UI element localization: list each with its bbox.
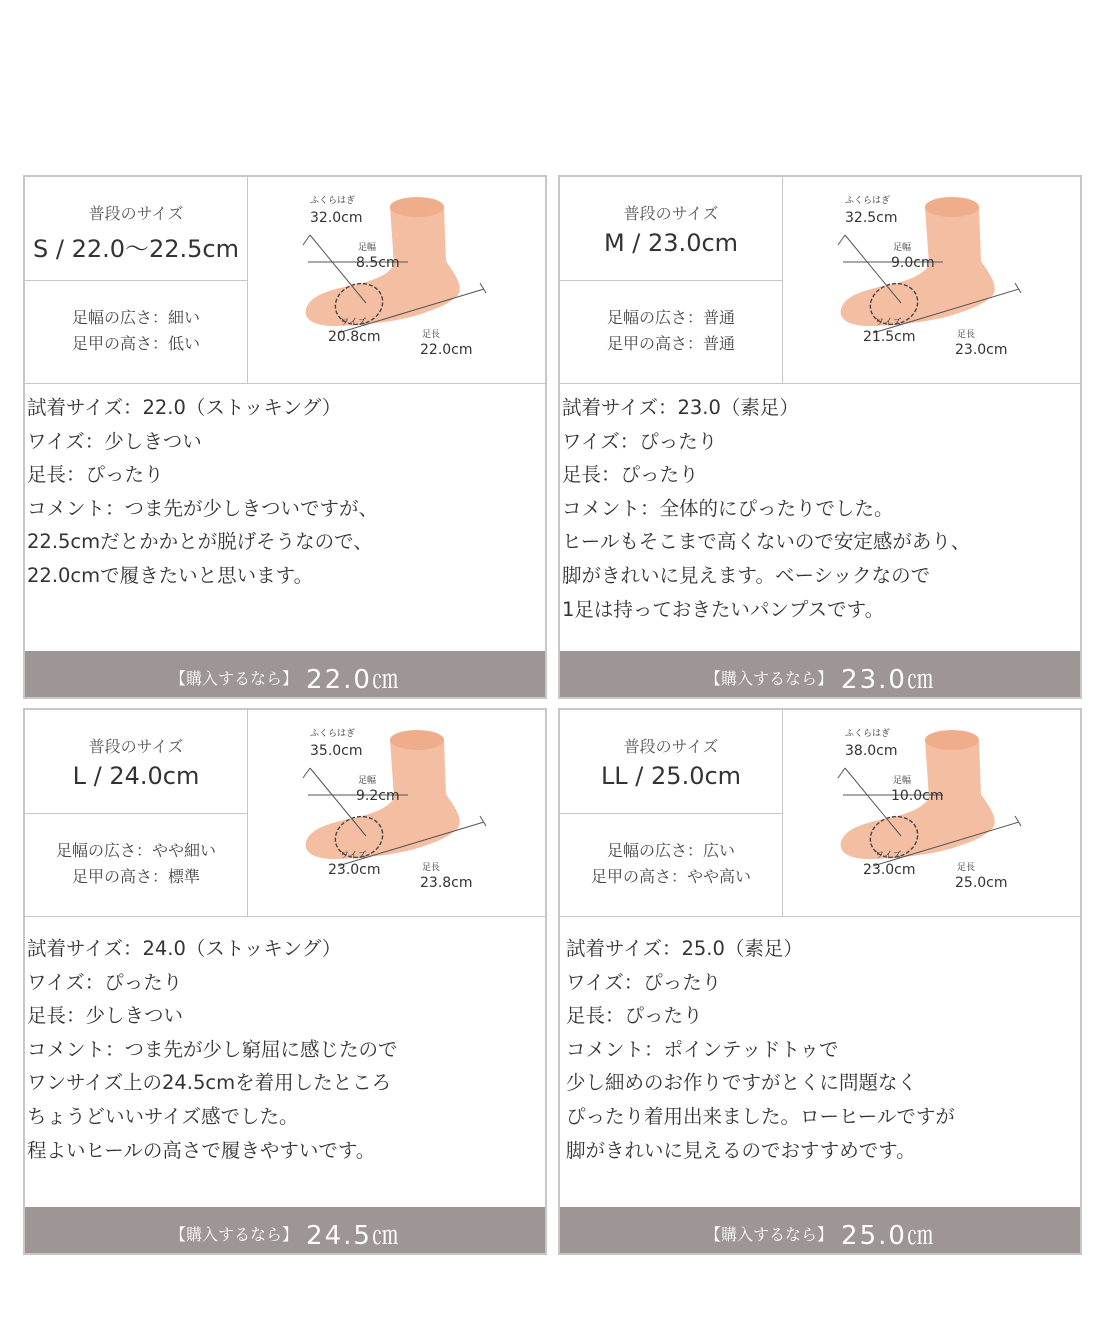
review-line: ワイズ：ぴったり xyxy=(27,970,183,994)
recommended-size-label: 【購入するなら】 xyxy=(705,669,834,688)
review-line: コメント：ポインテッドトゥで xyxy=(566,1037,839,1061)
review-line: コメント：つま先が少しきついですが、 xyxy=(27,496,379,520)
width-value: 10.0cm xyxy=(891,788,944,804)
foot-diagram-slot xyxy=(248,177,544,387)
foot-diagram-slot xyxy=(783,710,1079,920)
wise-label: ワイズ xyxy=(875,851,902,861)
recommended-size-bar xyxy=(25,1207,545,1253)
review-line: 試着サイズ：25.0（素足） xyxy=(566,937,803,960)
foot-diagram xyxy=(248,710,544,916)
usual-size-value: LL / 25.0cm xyxy=(600,762,742,790)
review-line: 22.5cmだとかかとが脱げそうなので、 xyxy=(27,530,373,554)
width-value: 9.0cm xyxy=(891,255,935,271)
calf-value: 35.0cm xyxy=(310,743,363,759)
calf-value: 32.5cm xyxy=(845,210,898,226)
wise-value: 23.0cm xyxy=(328,862,381,878)
review-line: ヒールもそこまで高くないので安定感があり、 xyxy=(562,530,971,554)
foot-diagram xyxy=(783,177,1079,383)
usual-size-label: 普段のサイズ xyxy=(623,737,719,756)
review-line: ワイズ：ぴったり xyxy=(566,970,722,994)
card-top xyxy=(560,177,1080,384)
width-value: 8.5cm xyxy=(356,255,400,271)
width-label: 足幅 xyxy=(358,243,377,253)
review-line: ちょうどいいサイズ感でした。 xyxy=(27,1104,299,1128)
size-card-ll xyxy=(558,708,1082,1255)
usual-size-label: 普段のサイズ xyxy=(88,204,184,223)
review-line: 足長：ぴったり xyxy=(566,1004,703,1028)
review-line: ワイズ：ぴったり xyxy=(562,429,718,453)
wise-value: 23.0cm xyxy=(863,862,916,878)
recommended-size-bar xyxy=(25,651,545,697)
instep-height-text: 足甲の高さ：低い xyxy=(71,334,200,353)
foot-shape-box xyxy=(560,281,782,383)
wise-label: ワイズ xyxy=(340,318,367,328)
size-info xyxy=(25,710,248,916)
review-text xyxy=(27,391,539,593)
recommended-size-bar xyxy=(560,651,1080,697)
usual-size-box xyxy=(25,710,247,814)
review-text xyxy=(562,391,1074,626)
review-line: 足長：少しきつい xyxy=(27,1004,184,1028)
recommended-size-label: 【購入するなら】 xyxy=(705,1225,834,1244)
usual-size-box xyxy=(25,177,247,281)
foot-diagram xyxy=(248,177,544,383)
width-label: 足幅 xyxy=(358,776,377,786)
review-line: 程よいヒールの高さで履きやすいです。 xyxy=(27,1138,376,1162)
width-label: 足幅 xyxy=(893,776,912,786)
review-line: 試着サイズ：23.0（素足） xyxy=(562,396,799,419)
length-label: 足長 xyxy=(422,863,441,873)
review-line: 足長：ぴったり xyxy=(562,463,699,487)
usual-size-value: L / 24.0cm xyxy=(72,762,200,790)
instep-height-text: 足甲の高さ：標準 xyxy=(71,867,200,886)
length-label: 足長 xyxy=(422,330,441,340)
wise-label: ワイズ xyxy=(875,318,902,328)
review-line: 脚がきれいに見えます。ベーシックなので xyxy=(562,563,931,587)
foot-width-text: 足幅の広さ：やや細い xyxy=(55,841,216,860)
usual-size-value: S / 22.0〜22.5cm xyxy=(32,235,240,263)
wise-value: 21.5cm xyxy=(863,329,916,345)
length-value: 22.0cm xyxy=(420,342,473,358)
foot-width-text: 足幅の広さ：広い xyxy=(606,841,735,860)
width-label: 足幅 xyxy=(893,243,912,253)
review-line: ワンサイズ上の24.5cmを着用したところ xyxy=(27,1071,392,1095)
calf-label: ふくらはぎ xyxy=(310,729,356,739)
foot-width-text: 足幅の広さ：細い xyxy=(71,308,200,327)
recommended-size-bar xyxy=(560,1207,1080,1253)
foot-diagram-slot xyxy=(248,710,544,920)
wise-value: 20.8cm xyxy=(328,329,381,345)
length-value: 23.0cm xyxy=(955,342,1008,358)
card-top xyxy=(560,710,1080,917)
review-line: ぴったり着用出来ました。ローヒールですが xyxy=(566,1104,955,1128)
review-line: 脚がきれいに見えるのでおすすめです。 xyxy=(566,1138,916,1162)
foot-shape-box xyxy=(25,814,247,916)
review-line: コメント：つま先が少し窮屈に感じたので xyxy=(27,1037,398,1061)
review-line: 試着サイズ：22.0（ストッキング） xyxy=(27,396,342,419)
card-top xyxy=(25,710,545,917)
review-line: 22.0cmで履きたいと思います。 xyxy=(27,563,314,587)
recommended-size-value: 25.0㎝ xyxy=(841,1221,935,1251)
length-value: 25.0cm xyxy=(955,875,1008,891)
foot-shape-box xyxy=(25,281,247,383)
foot-diagram-slot xyxy=(783,177,1079,387)
usual-size-box xyxy=(560,177,782,281)
length-label: 足長 xyxy=(957,863,976,873)
review-line: ワイズ：少しきつい xyxy=(27,429,202,453)
size-card-l xyxy=(23,708,547,1255)
size-card-m xyxy=(558,175,1082,699)
usual-size-label: 普段のサイズ xyxy=(623,204,719,223)
length-value: 23.8cm xyxy=(420,875,473,891)
size-card-s xyxy=(23,175,547,699)
review-line: コメント：全体的にぴったりでした。 xyxy=(562,496,894,520)
review-line: 試着サイズ：24.0（ストッキング） xyxy=(27,937,342,960)
calf-value: 32.0cm xyxy=(310,210,363,226)
review-text xyxy=(566,932,1074,1167)
calf-label: ふくらはぎ xyxy=(845,196,891,206)
size-info xyxy=(560,710,783,916)
calf-label: ふくらはぎ xyxy=(845,729,891,739)
review-line: 1足は持っておきたいパンプスです。 xyxy=(562,597,885,621)
recommended-size-value: 22.0㎝ xyxy=(306,665,400,695)
recommended-size-value: 24.5㎝ xyxy=(306,1221,400,1251)
recommended-size-value: 23.0㎝ xyxy=(841,665,935,695)
usual-size-box xyxy=(560,710,782,814)
foot-shape-box xyxy=(560,814,782,916)
recommended-size-label: 【購入するなら】 xyxy=(170,1225,299,1244)
recommended-size-label: 【購入するなら】 xyxy=(170,669,299,688)
review-line: 足長：ぴったり xyxy=(27,463,164,487)
review-text xyxy=(27,932,539,1167)
review-line: 少し細めのお作りですがとくに問題なく xyxy=(566,1071,918,1095)
usual-size-value: M / 23.0cm xyxy=(603,229,739,257)
calf-label: ふくらはぎ xyxy=(310,196,356,206)
size-info xyxy=(25,177,248,383)
wise-label: ワイズ xyxy=(340,851,367,861)
foot-diagram xyxy=(783,710,1079,916)
length-label: 足長 xyxy=(957,330,976,340)
instep-height-text: 足甲の高さ：やや高い xyxy=(590,867,751,886)
size-info xyxy=(560,177,783,383)
card-top xyxy=(25,177,545,384)
foot-width-text: 足幅の広さ：普通 xyxy=(606,308,735,327)
width-value: 9.2cm xyxy=(356,788,400,804)
calf-value: 38.0cm xyxy=(845,743,898,759)
usual-size-label: 普段のサイズ xyxy=(88,737,184,756)
instep-height-text: 足甲の高さ：普通 xyxy=(606,334,735,353)
